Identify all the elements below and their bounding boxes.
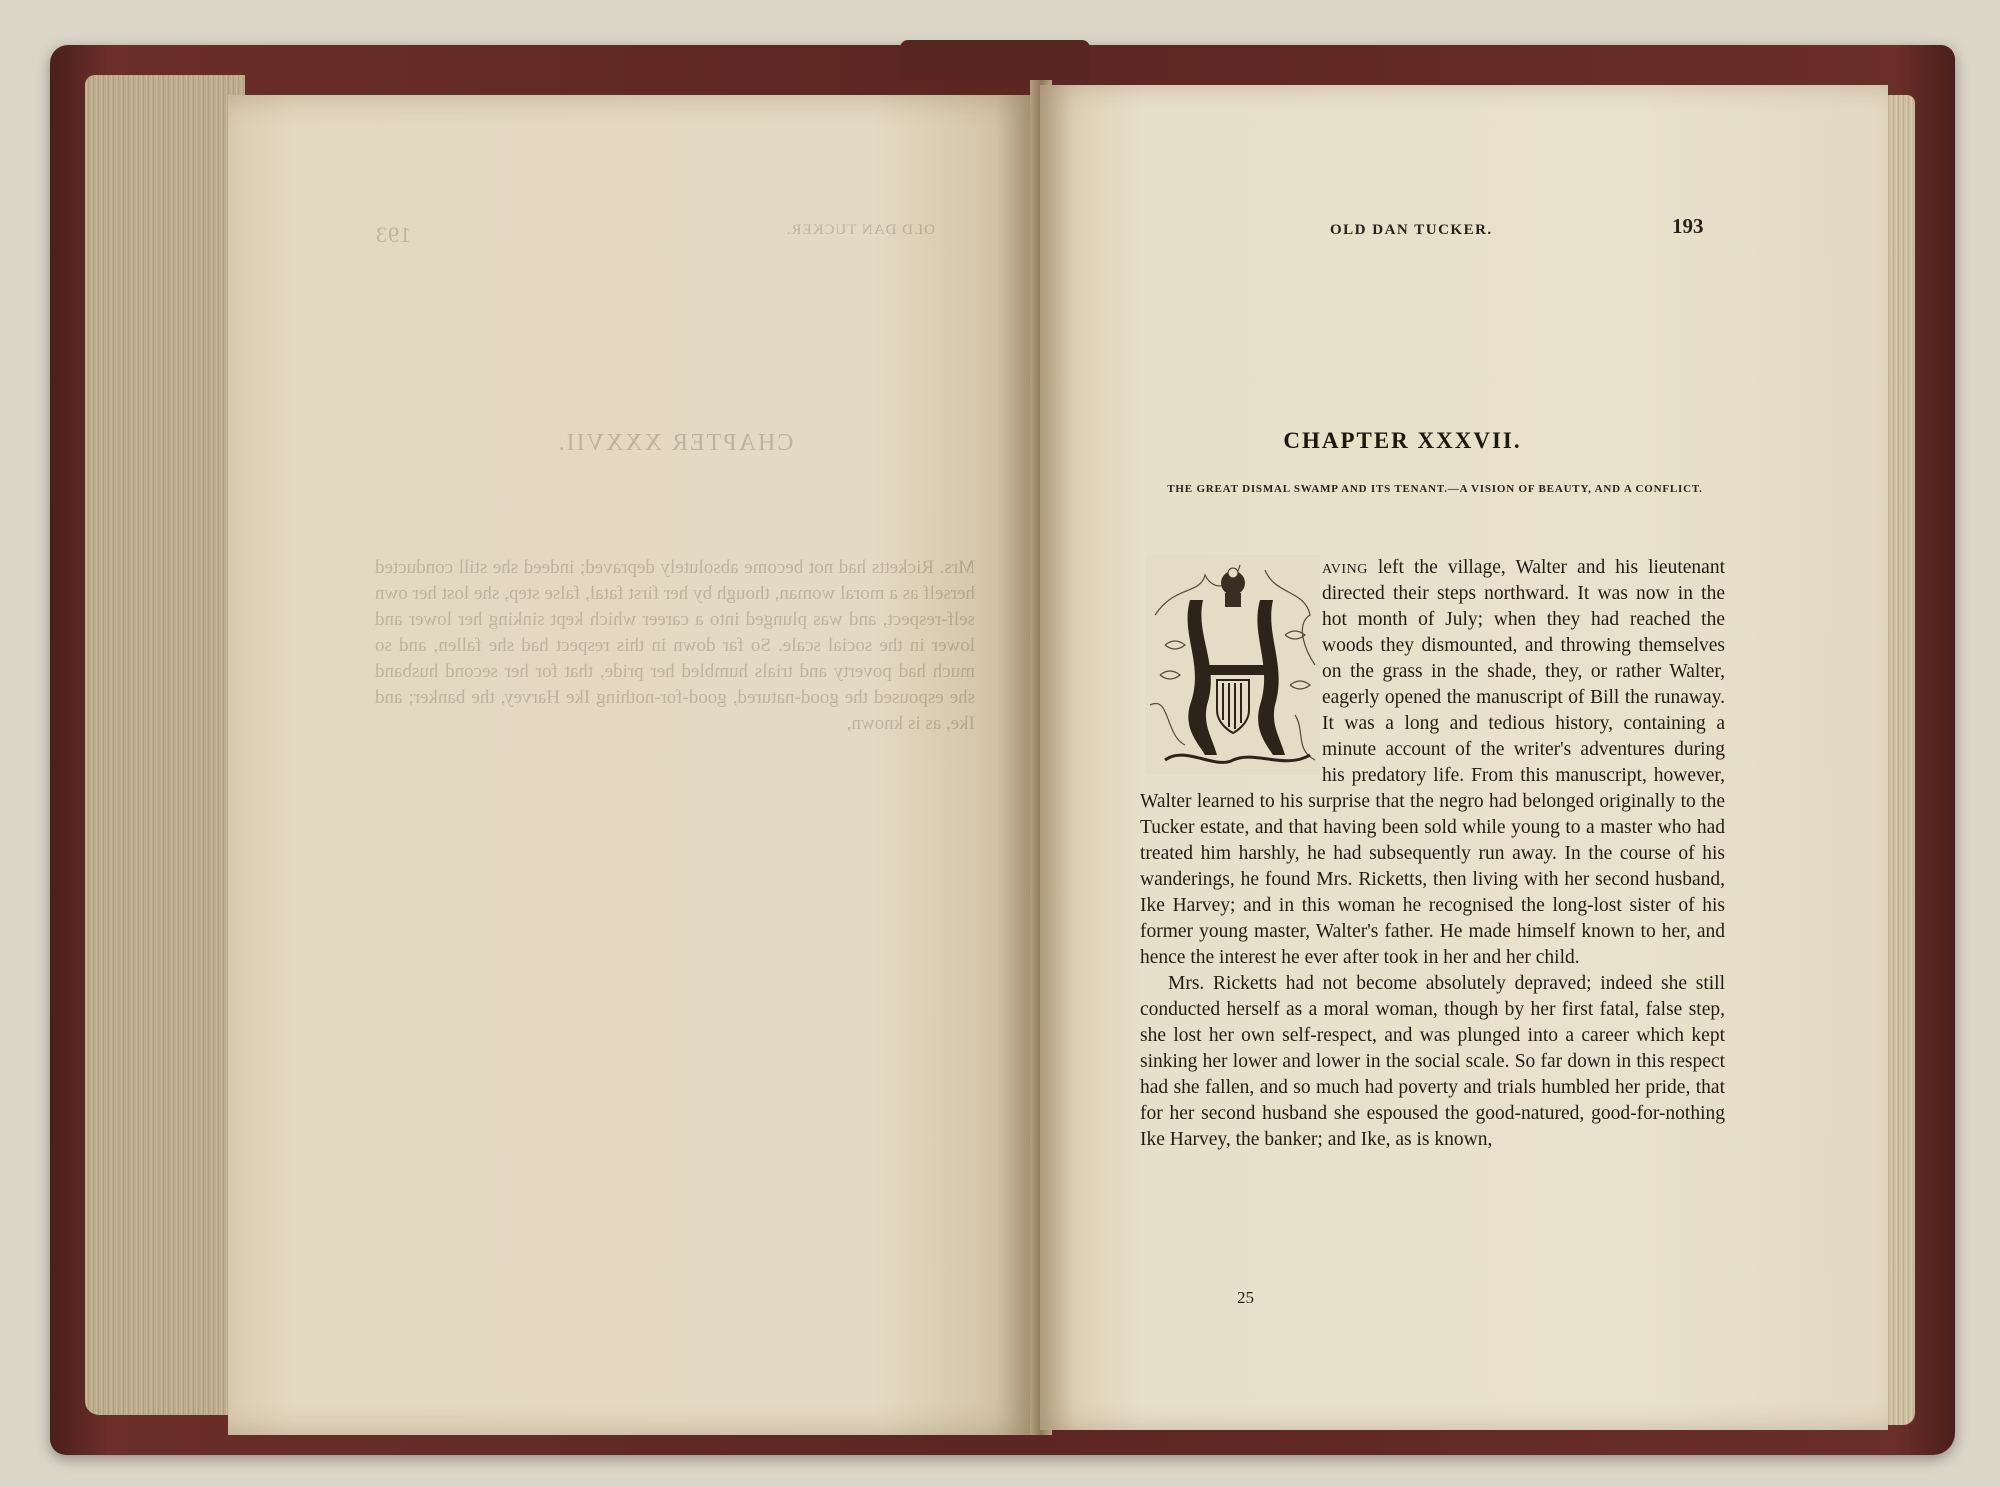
ghost-chapter-title: CHAPTER XXXVII. <box>556 430 794 456</box>
drop-cap-continuation: aving <box>1322 557 1368 578</box>
running-head: OLD DAN TUCKER. <box>1330 222 1493 238</box>
ghost-body: Mrs. Ricketts had not become absolutely depraved; indeed she still conducted herself as a moral woman, though by her first fatal, false step, she lost her own self-respect, and was plunged into a career which kept sinking her lower and lower in the social scale. So far down in this respect had she fallen, and so much had poverty and trials humbled her pride, that for her second husband she espoused the good-natured, good-for-nothing Ike Harvey, the banker; and Ike, as is known, <box>375 557 975 734</box>
paragraph-1-text: left the village, Walter and his lieutenant directed their steps northward. It was now in the hot month of July; when they had reached the woods they dismounted, and throwing themselves on the grass in the shade, they, or rather Walter, eagerly opened the manuscript of Bill the runaway. It was a long and tedious history, containing a minute account of the writer's adventures during his predatory life. From this manuscript, however, Walter learned to his surprise that the negro had belonged originally to the Tucker estate, and that having been sold while young to a master who had treated him harshly, he had subsequently run away. In the course of his wanderings, he found Mrs. Ricketts, then living with her second husband, Ike Harvey; and in this woman he recognised the long-lost sister of his former young master, Walter's father. He made himself known to her, and hence the interest he ever after took in her and her child. <box>1140 557 1725 968</box>
paragraph-2: Mrs. Ricketts had not become absolutely depraved; indeed she still conducted herself as a moral woman, though by her first fatal, false step, she lost her own self-respect, and was plunged into a career which kept sinking her lower and lower in the social scale. So far down in this respect had she fallen, and so much had poverty and trials humbled her pride, that for her second husband she espoused the good-natured, good-for-nothing Ike Harvey, the banker; and Ike, as is known, <box>1140 973 1725 1150</box>
show-through-text <box>375 200 975 1340</box>
chapter-title: CHAPTER XXXVII. <box>1283 428 1522 453</box>
page-number: 193 <box>1672 214 1704 238</box>
signature-mark: 25 <box>1237 1288 1254 1307</box>
drop-cap-space <box>1140 555 1322 783</box>
paragraph-1 <box>1140 555 1725 971</box>
chapter-subtitle: THE GREAT DISMAL SWAMP AND ITS TENANT.—A VISION OF BEAUTY, AND A CONFLICT. <box>1167 483 1703 495</box>
body-text <box>1140 555 1725 1153</box>
ghost-running-head: OLD DAN TUCKER. 193 <box>375 222 935 247</box>
left-page-stack <box>85 75 245 1415</box>
book-spine <box>900 40 1090 80</box>
